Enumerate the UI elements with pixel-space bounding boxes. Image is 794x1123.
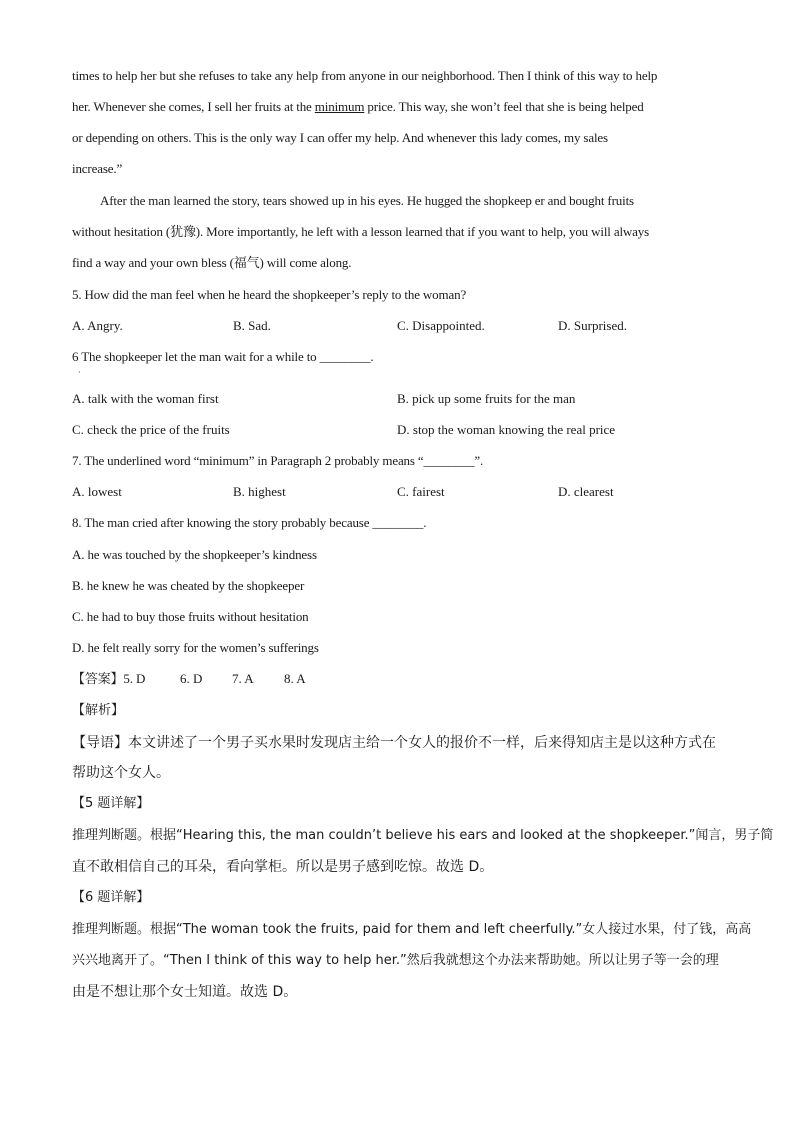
option-d: D. stop the woman knowing the real price	[397, 422, 616, 437]
answer-line	[72, 670, 145, 689]
q5-detail-line: 直不敢相信自己的耳朵，看向掌柜。所以是男子感到吃惊。故选 D。	[72, 859, 494, 875]
passage-line: without hesitation (犹豫). More importantly, he left with a lesson learned that if you want to help, you will always	[72, 224, 650, 239]
option-a: A. lowest	[72, 484, 122, 499]
question-stem: 6 The shopkeeper let the man wait for a while to ________.	[72, 349, 374, 364]
answer-item: 7. A	[232, 671, 254, 686]
analysis-label: 【解析】	[72, 703, 125, 718]
option-c: C. Disappointed.	[397, 318, 485, 333]
option-b: B. Sad.	[233, 318, 271, 333]
q6-detail-line: 由是不想让那个女士知道。故选 D。	[72, 984, 298, 1000]
answer-item: 5. D	[123, 671, 146, 686]
option-d: D. clearest	[558, 484, 614, 499]
guide-line: 【导语】本文讲述了一个男子买水果时发现店主给一个女人的报价不一样，后来得知店主是以这种方式在	[72, 735, 716, 751]
option-d: D. he felt really sorry for the women’s sufferings	[72, 640, 319, 655]
option-b: B. highest	[233, 484, 286, 499]
q5-detail-line: 推理判断题。根据“Hearing this, the man couldn’t believe his ears and looked at the shopkeeper.”闻言，男子简	[72, 828, 774, 843]
option-c: C. check the price of the fruits	[72, 422, 230, 437]
option-b: B. pick up some fruits for the man	[397, 391, 576, 406]
option-c: C. fairest	[397, 484, 445, 499]
q6-detail-line: 兴兴地离开了。“Then I think of this way to help her.”然后我就想这个办法来帮助她。所以让男子等一会的理	[72, 953, 719, 968]
question-stem: 8. The man cried after knowing the story probably because ________.	[72, 515, 427, 530]
answer-item: 8. A	[284, 671, 306, 686]
option-c: C. he had to buy those fruits without hesitation	[72, 609, 309, 624]
option-a: A. Angry.	[72, 318, 123, 333]
q6-detail-line: 推理判断题。根据“The woman took the fruits, paid for them and left cheerfully.”女人接过水果，付了钱，高高	[72, 922, 752, 937]
question-stem: 7. The underlined word “minimum” in Paragraph 2 probably means “________”.	[72, 453, 484, 468]
option-a: A. he was touched by the shopkeeper’s kindness	[72, 547, 317, 562]
underlined-word: minimum	[314, 99, 365, 114]
passage-line: increase.”	[72, 161, 123, 176]
passage-line: find a way and your own bless (福气) will come along.	[72, 255, 352, 270]
passage-line: her. Whenever she comes, I sell her fruits at the minimum price. This way, she won’t feel that she is being helped	[72, 99, 644, 114]
option-d: D. Surprised.	[558, 318, 627, 333]
answer-label: 【答案】	[72, 672, 124, 687]
q6-detail-title: 【6 题详解】	[72, 890, 150, 905]
option-b: B. he knew he was cheated by the shopkeeper	[72, 578, 305, 593]
option-a: A. talk with the woman first	[72, 391, 219, 406]
question-stem: 5. How did the man feel when he heard the shopkeeper’s reply to the woman?	[72, 287, 467, 302]
passage-line: or depending on others. This is the only way I can offer my help. And whenever this lady comes, my sales	[72, 130, 608, 145]
guide-line: 帮助这个女人。	[72, 765, 170, 781]
answer-item: 6. D	[180, 671, 203, 686]
question-marker: ·	[78, 368, 81, 377]
passage-line: After the man learned the story, tears showed up in his eyes. He hugged the shopkeep er and bought fruits	[100, 193, 634, 208]
q5-detail-title: 【5 题详解】	[72, 796, 150, 811]
passage-line: times to help her but she refuses to take any help from anyone in our neighborhood. Then I think of this way to help	[72, 68, 658, 83]
